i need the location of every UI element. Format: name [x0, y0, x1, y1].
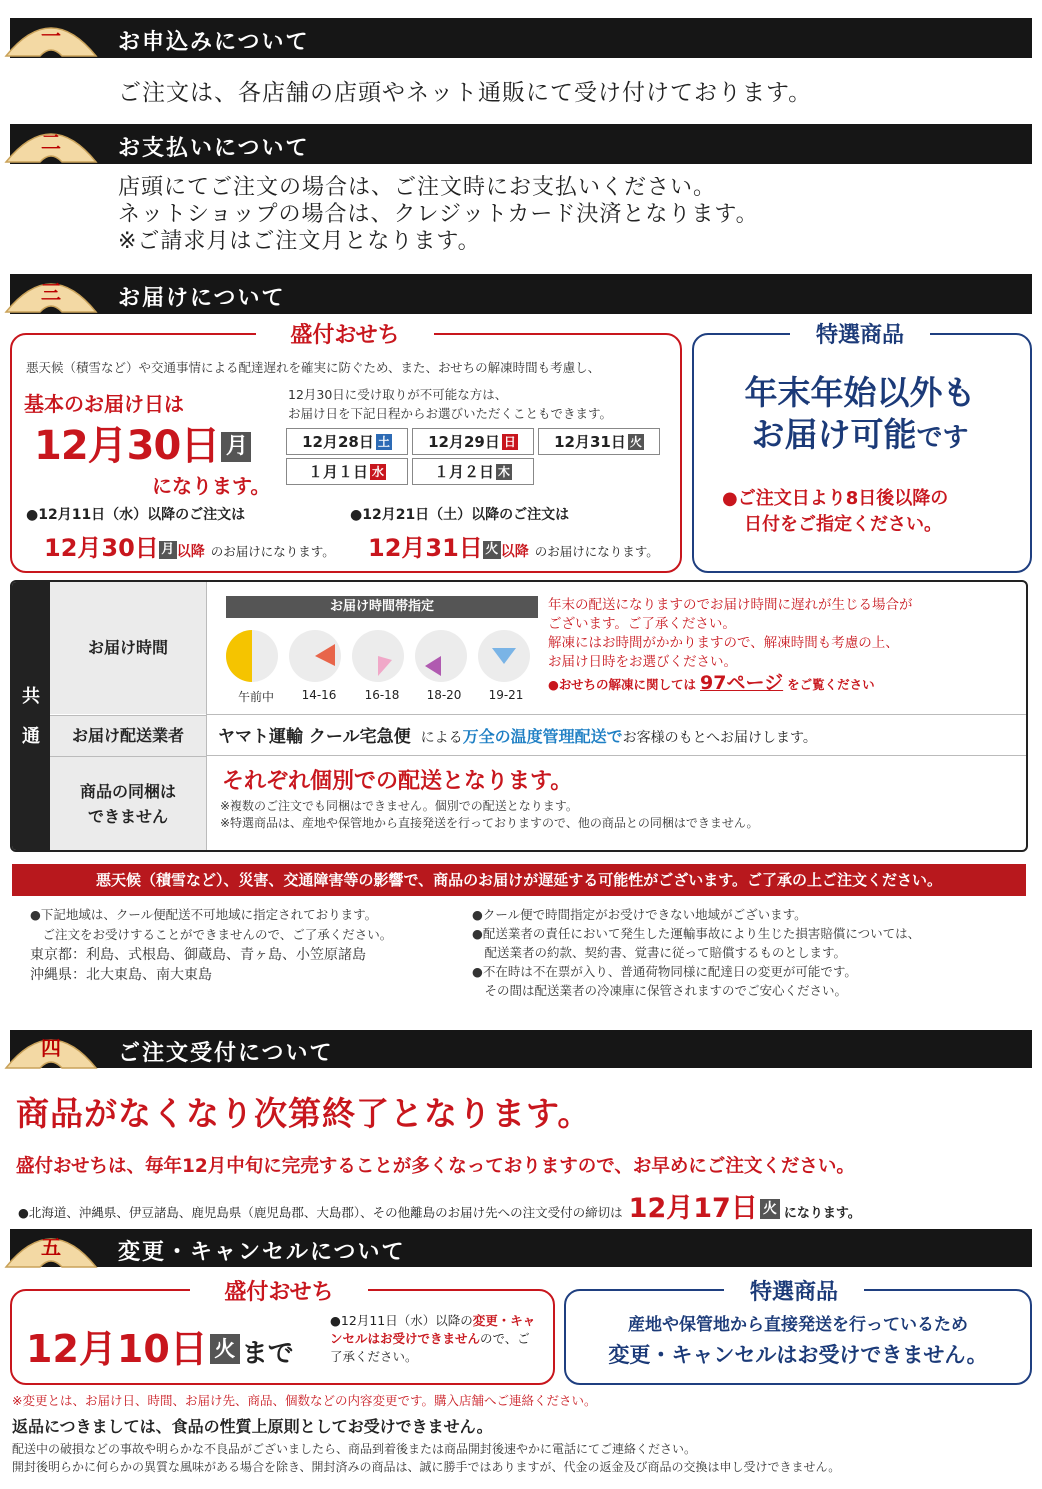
section-title: お支払いについて — [118, 135, 310, 161]
return-policy-line: 開封後明らかに何らかの異質な風味がある場合を除き、開封済みの商品は、誠に勝手ではありますが、代金の返金及び商品の交換は申し受けできません。 — [12, 1460, 841, 1474]
alt-date-option — [538, 428, 660, 455]
delay-warning-bar: 悪天候（積雪など）、災害、交通障害等の影響で、商品のお届けが遅延する可能性がございます。ご了承の上ご注文ください。 — [12, 864, 1026, 896]
weekday-tag: 火 — [483, 541, 501, 559]
alt-date-option — [412, 458, 534, 485]
return-policy-head: 返品につきましては、食品の性質上原則としてお受けできません。 — [12, 1417, 493, 1436]
section-header-1 — [10, 18, 1032, 58]
note-date: 12月30日 — [44, 534, 159, 562]
order-cutoff-note-1 — [26, 504, 335, 563]
weekday-tag: 火 — [629, 435, 642, 449]
common-side-label — [12, 582, 50, 850]
date-text: 12月29日 — [428, 433, 500, 451]
alt-intro-line: お届け日を下記日程からお選びいただくこともできます。 — [288, 406, 613, 421]
special-headline-line: 年末年始以外も — [744, 373, 976, 412]
section-number: 四 — [41, 1036, 61, 1060]
deadline-head: ●北海道、沖縄県、伊豆諸島、鹿児島県（鹿児島郡、大島郡）、その他離島のお届け先への注文受付の締切は — [18, 1205, 623, 1220]
common-side-char: 通 — [22, 726, 40, 747]
special-note — [722, 486, 948, 538]
page-reference-link[interactable]: 97ページ — [700, 672, 784, 694]
basic-delivery-suffix: になります。 — [152, 474, 271, 498]
region-note-line: 東京都：利島、式根島、御蔵島、青ヶ島、小笠原諸島 — [30, 947, 366, 963]
special-headline-line: お届け可能 — [751, 415, 917, 454]
cancel-special-text — [580, 1310, 1016, 1369]
cancel-note-part: ●12月11日（水）以降の — [330, 1313, 473, 1328]
section-number: 一 — [41, 24, 61, 48]
section-title: お申込みについて — [118, 29, 310, 55]
row-divider — [206, 755, 1026, 756]
alt-intro-line: 12月30日に受け取りが不可能な方は、 — [288, 387, 508, 402]
time-slot-label: 18-20 — [426, 688, 462, 702]
carrier-notes — [472, 905, 920, 1000]
alt-date-option — [286, 428, 408, 455]
time-slot-clock-icon — [415, 630, 467, 682]
page-note-tail: をご覧ください — [787, 677, 875, 692]
clock-slot-segment — [226, 630, 252, 682]
bundle-note-line: ※特選商品は、産地や保管地から直接発送を行っておりますので、他の商品との同梱はできません。 — [220, 816, 759, 830]
section-2-body — [118, 174, 759, 255]
payment-line: 店頭にてご注文の場合は、ご注文時にお支払いください。 — [118, 175, 717, 200]
section-header-2 — [10, 124, 1032, 164]
basic-delivery-date — [34, 414, 251, 471]
region-note-line: ●下記地域は、クール便配送不可地域に指定されております。 — [30, 907, 378, 922]
page-note-head: ●おせちの解凍に関しては — [548, 677, 697, 692]
alt-date-option — [412, 428, 534, 455]
carrier-note-line: ●配送業者の責任において発生した運輸事故により生じた損害賠償については、 — [472, 926, 921, 941]
deadline-date: 12月17日 — [628, 1193, 758, 1224]
date-text: １月１日 — [307, 463, 368, 481]
row-label-bundle — [50, 756, 207, 851]
weekday-tag: 木 — [497, 465, 510, 479]
date-text: 12月30日 — [34, 423, 220, 469]
time-slot-clock-icon — [478, 630, 530, 682]
section-number: 二 — [41, 130, 61, 154]
fan-emblem — [2, 1219, 100, 1271]
section-header-4 — [10, 1030, 1032, 1068]
region-note-line: 沖縄県：北大東島、南大東島 — [30, 967, 212, 983]
bundle-note-line: ※複数のご注文でも同梱はできません。個別での配送となります。 — [220, 799, 578, 813]
row-label-carrier: お届け配送業者 — [50, 715, 207, 756]
time-note-line: お届け日時をお選びください。 — [548, 654, 737, 670]
note-head: ●12月21日（土）以降のご注文は — [350, 507, 570, 523]
bundle-notes — [220, 798, 759, 832]
time-slot-label: 19-21 — [488, 688, 524, 702]
time-note-line: 解凍にはお時間がかかりますので、解凍時間も考慮の上、 — [548, 635, 899, 651]
time-slot-label: 16-18 — [364, 688, 400, 702]
order-sub: 盛付おせちは、毎年12月中旬に完売することが多くなっておりますので、お早めにご注文ください。 — [16, 1156, 855, 1177]
time-slot-clock-icon — [226, 630, 278, 682]
payment-line: ※ご請求月はご注文月となります。 — [118, 229, 481, 254]
carrier-note-line: その間は配送業者の冷凍庫に保管されますのでご安心ください。 — [472, 983, 848, 998]
section-title: 変更・キャンセルについて — [118, 1239, 406, 1265]
cancel-note-part: 変更・ — [472, 1313, 511, 1328]
region-notes — [30, 905, 392, 985]
cancel-note-part: ので、ご了承ください。 — [330, 1331, 530, 1364]
time-note-line: 年末の配送になりますのでお届け時間に遅れが生じる場合が — [548, 597, 913, 613]
fan-emblem — [2, 1020, 100, 1072]
fan-emblem — [2, 8, 100, 60]
row-divider — [206, 714, 1026, 715]
weekday-tag: 月 — [221, 432, 251, 462]
cancel-special-line: 変更・キャンセルはお受けできません。 — [608, 1343, 988, 1367]
section-title: お届けについて — [118, 285, 286, 311]
change-footnote: ※変更とは、お届け日、時間、お届け先、商品、個数などの内容変更です。購入店舗へご連絡ください。 — [12, 1393, 597, 1408]
special-headline — [700, 372, 1020, 459]
carrier-note-line: ●不在時は不在票が入り、普通荷物同様に配達日の変更が可能です。 — [472, 964, 857, 979]
deadline-tail: になります。 — [783, 1206, 861, 1221]
cancel-date: 12月10日 — [26, 1327, 208, 1371]
time-slot-label: 午前中 — [237, 690, 274, 704]
date-text: 12月31日 — [554, 433, 626, 451]
order-headline: 商品がなくなり次第終了となります。 — [16, 1094, 592, 1133]
cancel-note — [330, 1312, 542, 1366]
carrier-mid: による — [420, 730, 463, 746]
time-slot-header: お届け時間帯指定 — [226, 596, 538, 618]
weekday-tag: 土 — [377, 435, 390, 449]
common-side-char: 共 — [22, 686, 40, 707]
cancel-deadline — [26, 1318, 294, 1373]
time-note-line: ございます。ご了承ください。 — [548, 616, 736, 632]
carrier-name: ヤマト運輸 クール宅急便 — [218, 727, 411, 747]
time-slot-clock-icon — [352, 630, 404, 682]
date-text: １月２日 — [433, 463, 494, 481]
fan-emblem — [2, 114, 100, 166]
weekday-tag: 火 — [210, 1334, 240, 1364]
time-slot-clock-icon — [289, 630, 341, 682]
payment-line: ネットショップの場合は、クレジットカード決済となります。 — [118, 202, 759, 227]
order-deadline — [18, 1186, 861, 1225]
order-cutoff-note-2 — [350, 504, 659, 563]
carrier-highlight: 万全の温度管理配送で — [462, 727, 623, 746]
special-headline-suffix: です — [916, 423, 969, 453]
row-label-delivery-time: お届け時間 — [50, 582, 207, 714]
weekday-tag: 火 — [760, 1199, 780, 1219]
cancel-special-title: 特選商品 — [724, 1275, 864, 1306]
common-info-table — [10, 580, 1028, 852]
carrier-note-line: ●クール便で時間指定がお受けできない地域がございます。 — [472, 907, 807, 922]
section-number: 三 — [41, 280, 61, 304]
bundle-label-line: 商品の同梱は — [79, 782, 176, 801]
note-tail: のお届けになります。 — [534, 544, 659, 559]
note-date: 12月31日 — [368, 534, 483, 562]
moritsuke-title: 盛付おせち — [256, 318, 434, 349]
note-after: 以降 — [176, 544, 205, 560]
special-note-line: 日付をご指定ください。 — [744, 514, 942, 535]
fan-emblem — [2, 264, 100, 316]
note-tail: のお届けになります。 — [210, 544, 335, 559]
cancel-moritsuke-title: 盛付おせち — [190, 1275, 368, 1306]
alt-dates-intro — [288, 385, 612, 423]
return-policy-body — [12, 1440, 840, 1476]
cancel-special-line: 産地や保管地から直接発送を行っているため — [628, 1315, 968, 1335]
note-after: 以降 — [500, 544, 529, 560]
time-slot-clocks — [222, 626, 542, 686]
section-number: 五 — [41, 1235, 61, 1259]
alt-date-option — [286, 458, 408, 485]
time-notes — [548, 596, 913, 694]
special-note-line: ●ご注文日より8日後以降の — [722, 488, 949, 509]
section-title: ご注文受付について — [118, 1040, 334, 1066]
cancel-made: まで — [241, 1339, 294, 1369]
return-policy-line: 配送中の破損などの事故や明らかな不良品がございましたら、商品到着後または商品開封後速やかに電話にてご連絡ください。 — [12, 1442, 697, 1456]
special-title: 特選商品 — [790, 318, 930, 349]
carrier-info — [218, 722, 817, 747]
basic-delivery-label: 基本のお届け日は — [24, 392, 184, 416]
weekday-tag: 日 — [503, 435, 516, 449]
section-header-5 — [10, 1229, 1032, 1267]
weekday-tag: 水 — [371, 465, 384, 479]
carrier-note-line: 配送業者の約款、契約書、覚書に従って賠償するものとします。 — [472, 945, 847, 960]
cancel-note-part: キャンセルはお受けできませ — [330, 1313, 536, 1346]
bundle-headline: それぞれ個別での配送となります。 — [222, 769, 573, 794]
carrier-tail: お客様のもとへお届けします。 — [622, 730, 817, 746]
section-1-body: ご注文は、各店舗の店頭やネット通販にて受け付けております。 — [118, 80, 813, 106]
bundle-label-line: できません — [87, 807, 168, 826]
moritsuke-intro: 悪天候（積雪など）や交通事情による配達遅れを確実に防ぐため、また、おせちの解凍時間も考慮し、 — [26, 360, 601, 375]
note-head: ●12月11日（水）以降のご注文は — [26, 507, 246, 523]
time-slot-label: 14-16 — [301, 688, 337, 702]
region-note-line: ご注文をお受けすることができませんので、ご了承ください。 — [30, 927, 393, 942]
weekday-tag: 月 — [159, 541, 177, 559]
section-header-3 — [10, 274, 1032, 314]
cancel-note-part: ん — [467, 1331, 481, 1346]
date-text: 12月28日 — [302, 433, 374, 451]
